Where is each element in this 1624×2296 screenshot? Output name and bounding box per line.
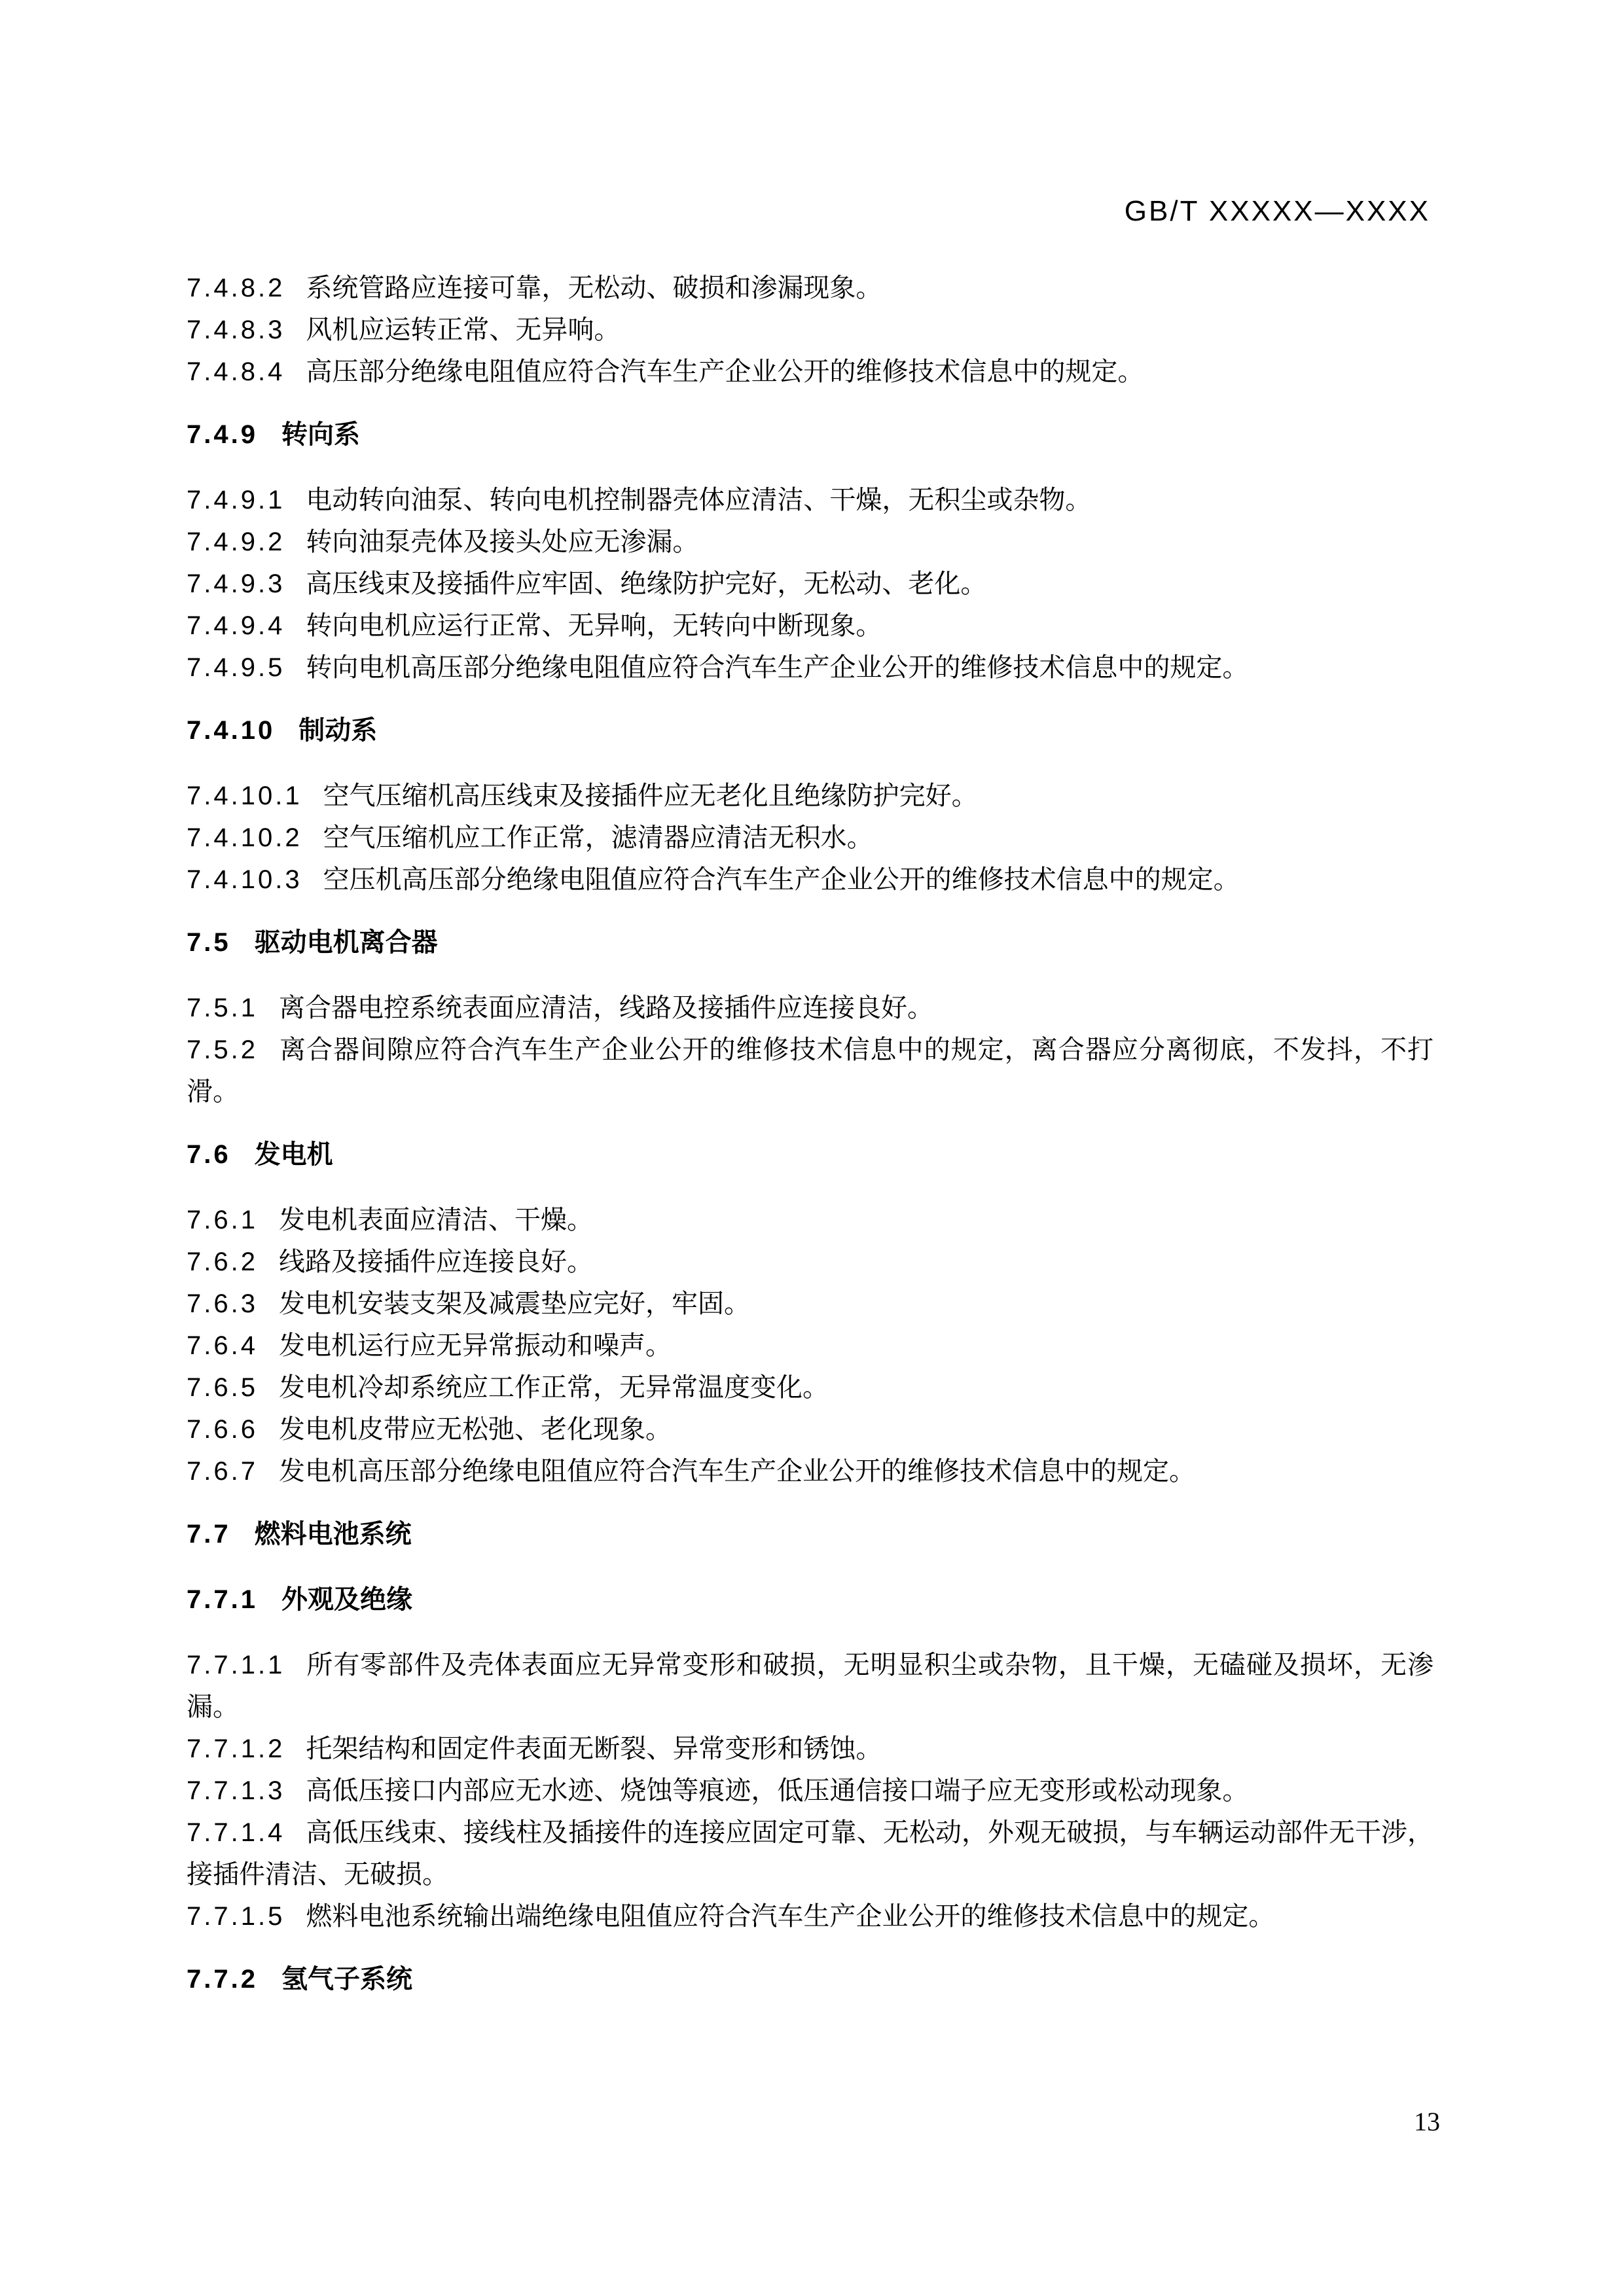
heading-title: 氢气子系统 bbox=[281, 1965, 412, 1994]
clause-text: 离合器间隙应符合汽车生产企业公开的维修技术信息中的规定，离合器应分离彻底，不发抖，不打滑。 bbox=[187, 1035, 1434, 1106]
heading-number: 7.6 bbox=[187, 1140, 231, 1169]
clause-text: 发电机皮带应无松弛、老化现象。 bbox=[278, 1414, 672, 1444]
clause-text: 燃料电池系统输出端绝缘电阻值应符合汽车生产企业公开的维修技术信息中的规定。 bbox=[306, 1901, 1275, 1931]
clause-number: 7.7.1.3 bbox=[187, 1776, 285, 1805]
clause-number: 7.6.1 bbox=[187, 1206, 258, 1234]
clause-text: 线路及接插件应连接良好。 bbox=[278, 1247, 593, 1276]
clause-text: 发电机表面应清洁、干燥。 bbox=[278, 1205, 593, 1234]
clause-text: 发电机冷却系统应工作正常，无异常温度变化。 bbox=[278, 1372, 829, 1402]
clause-number: 7.4.8.3 bbox=[187, 315, 285, 344]
section-heading-7.7.2 bbox=[187, 1958, 1434, 2000]
clause-7.4.9.5 bbox=[187, 647, 1434, 689]
clause-text: 高压部分绝缘电阻值应符合汽车生产企业公开的维修技术信息中的规定。 bbox=[306, 357, 1144, 386]
clause-7.4.10.2 bbox=[187, 817, 1434, 859]
clause-text: 空气压缩机应工作正常，滤清器应清洁无积水。 bbox=[323, 823, 873, 852]
heading-title: 驱动电机离合器 bbox=[254, 928, 438, 957]
clause-number: 7.5.2 bbox=[187, 1035, 258, 1064]
clause-7.6.7 bbox=[187, 1450, 1434, 1492]
clause-7.6.5 bbox=[187, 1367, 1434, 1408]
clause-number: 7.6.5 bbox=[187, 1373, 258, 1402]
clause-number: 7.4.10.3 bbox=[187, 865, 302, 894]
clause-number: 7.7.1.2 bbox=[187, 1734, 285, 1763]
clause-7.6.2 bbox=[187, 1241, 1434, 1283]
clause-7.7.1.2 bbox=[187, 1728, 1434, 1770]
clause-number: 7.4.8.4 bbox=[187, 357, 285, 386]
clause-number: 7.6.2 bbox=[187, 1247, 258, 1276]
heading-number: 7.4.10 bbox=[187, 716, 276, 745]
clause-7.4.8.2 bbox=[187, 267, 1434, 309]
clause-7.5.2 bbox=[187, 1029, 1434, 1113]
section-heading-7.6 bbox=[187, 1134, 1434, 1175]
clause-number: 7.6.6 bbox=[187, 1415, 258, 1444]
heading-title: 燃料电池系统 bbox=[254, 1520, 412, 1549]
clause-text: 高压线束及接插件应牢固、绝缘防护完好，无松动、老化。 bbox=[306, 569, 987, 598]
clause-number: 7.6.4 bbox=[187, 1331, 258, 1360]
clause-7.4.8.4 bbox=[187, 351, 1434, 393]
clause-text: 系统管路应连接可靠，无松动、破损和渗漏现象。 bbox=[306, 273, 882, 302]
clause-text: 风机应运转正常、无异响。 bbox=[306, 315, 621, 344]
clause-text: 转向电机高压部分绝缘电阻值应符合汽车生产企业公开的维修技术信息中的规定。 bbox=[306, 653, 1249, 682]
section-heading-7.7.1 bbox=[187, 1579, 1434, 1621]
clause-text: 发电机运行应无异常振动和噪声。 bbox=[278, 1331, 672, 1360]
clause-text: 所有零部件及壳体表面应无异常变形和破损，无明显积尘或杂物，且干燥，无磕碰及损坏，无渗漏。 bbox=[187, 1650, 1434, 1721]
clause-7.4.10.1 bbox=[187, 775, 1434, 817]
clause-number: 7.4.9.5 bbox=[187, 653, 285, 682]
clause-text: 空压机高压部分绝缘电阻值应符合汽车生产企业公开的维修技术信息中的规定。 bbox=[323, 865, 1240, 894]
clause-7.6.1 bbox=[187, 1199, 1434, 1241]
clause-text: 电动转向油泵、转向电机控制器壳体应清洁、干燥，无积尘或杂物。 bbox=[306, 485, 1092, 514]
clause-text: 发电机安装支架及减震垫应完好，牢固。 bbox=[278, 1289, 750, 1318]
clause-text: 转向电机应运行正常、无异响，无转向中断现象。 bbox=[306, 611, 882, 640]
document-header bbox=[187, 195, 1430, 228]
document-content bbox=[187, 267, 1434, 2024]
page-number: 13 bbox=[1414, 2107, 1440, 2136]
clause-number: 7.4.10.1 bbox=[187, 781, 302, 810]
clause-number: 7.6.7 bbox=[187, 1457, 258, 1486]
clause-text: 托架结构和固定件表面无断裂、异常变形和锈蚀。 bbox=[306, 1734, 882, 1763]
heading-title: 外观及绝缘 bbox=[281, 1585, 412, 1614]
clause-text: 高低压线束、接线柱及插接件的连接应固定可靠、无松动，外观无破损，与车辆运动部件无干涉，接插件清洁、无破损。 bbox=[187, 1818, 1434, 1889]
clause-7.6.6 bbox=[187, 1408, 1434, 1450]
clause-7.5.1 bbox=[187, 987, 1434, 1029]
heading-number: 7.5 bbox=[187, 928, 231, 957]
section-heading-7.4.10 bbox=[187, 709, 1434, 751]
heading-number: 7.7.1 bbox=[187, 1585, 258, 1614]
clause-7.7.1.1 bbox=[187, 1644, 1434, 1728]
clause-number: 7.4.9.1 bbox=[187, 486, 285, 514]
heading-number: 7.7.2 bbox=[187, 1965, 258, 1994]
clause-number: 7.5.1 bbox=[187, 994, 258, 1022]
clause-7.4.10.3 bbox=[187, 859, 1434, 901]
clause-7.4.9.3 bbox=[187, 563, 1434, 605]
clause-text: 高低压接口内部应无水迹、烧蚀等痕迹，低压通信接口端子应无变形或松动现象。 bbox=[306, 1776, 1249, 1805]
clause-number: 7.7.1.5 bbox=[187, 1902, 285, 1931]
clause-text: 转向油泵壳体及接头处应无渗漏。 bbox=[306, 527, 699, 556]
clause-7.4.9.2 bbox=[187, 521, 1434, 563]
section-heading-7.4.9 bbox=[187, 414, 1434, 456]
clause-text: 离合器电控系统表面应清洁，线路及接插件应连接良好。 bbox=[278, 993, 933, 1022]
clause-number: 7.4.8.2 bbox=[187, 274, 285, 302]
clause-7.6.3 bbox=[187, 1283, 1434, 1325]
clause-7.7.1.3 bbox=[187, 1770, 1434, 1812]
heading-title: 制动系 bbox=[298, 716, 378, 745]
heading-title: 转向系 bbox=[281, 420, 360, 449]
clause-text: 发电机高压部分绝缘电阻值应符合汽车生产企业公开的维修技术信息中的规定。 bbox=[278, 1456, 1195, 1486]
clause-number: 7.6.3 bbox=[187, 1289, 258, 1318]
clause-7.6.4 bbox=[187, 1325, 1434, 1367]
clause-7.7.1.4 bbox=[187, 1812, 1434, 1895]
clause-7.4.8.3 bbox=[187, 309, 1434, 351]
clause-text: 空气压缩机高压线束及接插件应无老化且绝缘防护完好。 bbox=[323, 781, 978, 810]
clause-number: 7.4.10.2 bbox=[187, 823, 302, 852]
clause-7.4.9.1 bbox=[187, 479, 1434, 521]
clause-7.4.9.4 bbox=[187, 605, 1434, 647]
clause-number: 7.7.1.1 bbox=[187, 1651, 285, 1679]
section-heading-7.7 bbox=[187, 1513, 1434, 1555]
heading-number: 7.7 bbox=[187, 1520, 231, 1549]
clause-7.7.1.5 bbox=[187, 1895, 1434, 1937]
clause-number: 7.7.1.4 bbox=[187, 1818, 285, 1847]
standard-number: GB/T XXXXX—XXXX bbox=[1124, 195, 1430, 227]
section-heading-7.5 bbox=[187, 922, 1434, 963]
clause-number: 7.4.9.4 bbox=[187, 611, 285, 640]
clause-number: 7.4.9.2 bbox=[187, 528, 285, 556]
heading-title: 发电机 bbox=[254, 1140, 333, 1169]
heading-number: 7.4.9 bbox=[187, 420, 258, 449]
clause-number: 7.4.9.3 bbox=[187, 569, 285, 598]
